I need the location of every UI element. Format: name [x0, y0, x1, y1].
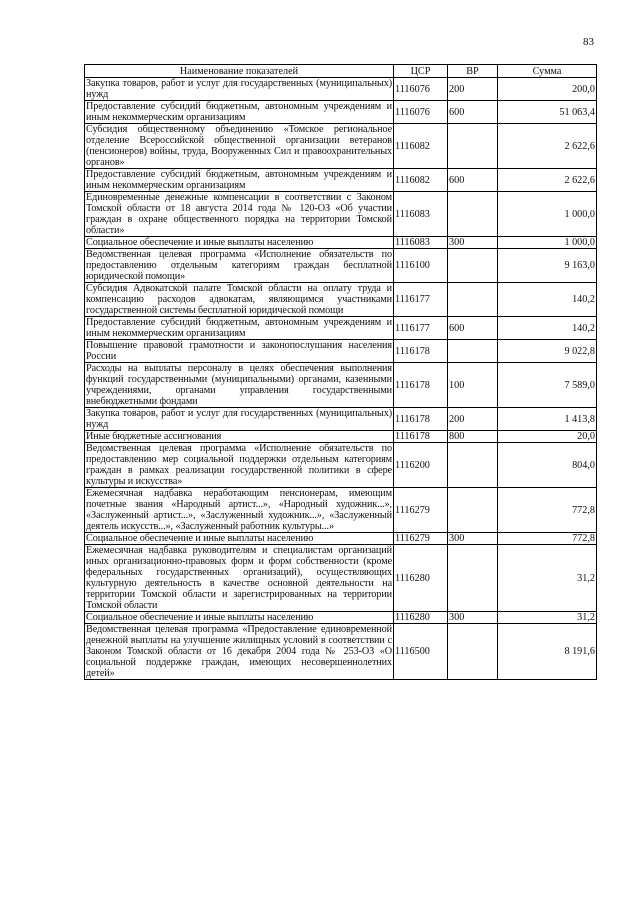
- row-name: Ведомственная целевая программа «Исполнение обязательств по предоставлению отдельным категориям граждан бесплатной юридической помощи»: [86, 249, 392, 282]
- row-sum: 2 622,6: [498, 169, 597, 192]
- row-sum: 31,2: [498, 612, 597, 624]
- row-vr: 600: [448, 169, 498, 192]
- row-name: Субсидия общественному объединению «Томское региональное отделение Всероссийской общественной организации ветеранов (пенсионеров) войны, труда, Вооруженных Сил и правоохранительных органов»: [86, 124, 392, 168]
- row-name: Предоставление субсидий бюджетным, автономным учреждениям и иным некоммерческим организациям: [86, 169, 392, 191]
- row-name: Социальное обеспечение и иные выплаты населению: [85, 533, 394, 545]
- row-name: Закупка товаров, работ и услуг для государственных (муниципальных) нужд: [86, 78, 392, 100]
- row-csr: 1116178: [394, 363, 448, 408]
- row-sum: 20,0: [498, 431, 597, 443]
- row-name: Ведомственная целевая программа «Исполнение обязательств по предоставлению мер социальной поддержки отдельным категориям граждан в рамках реализации государственной политики в сфере культуры и искусства»: [86, 443, 392, 487]
- table-row: [85, 545, 597, 612]
- row-vr: [448, 488, 498, 533]
- row-name: Ведомственная целевая программа «Предоставление единовременной денежной выплаты на улучшение жилищных условий в соответствии с Законом Томской области от 16 декабря 2004 года № 253-ОЗ «О социальной поддержке граждан, имеющих несовершеннолетних детей»: [86, 624, 392, 679]
- row-csr: 1116083: [394, 192, 448, 237]
- row-vr: 600: [448, 101, 498, 124]
- header-name: Наименование показателей: [85, 65, 394, 78]
- row-sum: 7 589,0: [498, 363, 597, 408]
- row-name: Ежемесячная надбавка руководителям и специалистам организаций иных организационно-правовых форм и форм собственности (кроме федеральных государственных организаций), осуществляющих культурную деятельность в качестве основной деятельности на территории Томской области и зарегистрированных на территории Томской области: [86, 545, 392, 611]
- row-sum: 140,2: [498, 283, 597, 317]
- row-name: Повышение правовой грамотности и законопослушания населения России: [86, 340, 392, 362]
- row-name: Социальное обеспечение и иные выплаты населению: [85, 612, 394, 624]
- table-row: [85, 192, 597, 237]
- row-csr: 1116076: [394, 78, 448, 101]
- row-sum: 31,2: [498, 545, 597, 612]
- row-vr: 200: [448, 78, 498, 101]
- table-row: [85, 363, 597, 408]
- row-vr: [448, 249, 498, 283]
- row-vr: 600: [448, 317, 498, 340]
- row-sum: 1 413,8: [498, 408, 597, 431]
- row-vr: [448, 192, 498, 237]
- row-csr: 1116100: [394, 249, 448, 283]
- table-row: [85, 443, 597, 488]
- row-csr: 1116082: [394, 169, 448, 192]
- row-vr: 800: [448, 431, 498, 443]
- row-name: Предоставление субсидий бюджетным, автономным учреждениям и иным некоммерческим организациям: [86, 317, 392, 339]
- row-vr: 200: [448, 408, 498, 431]
- table-row: [85, 249, 597, 283]
- budget-table: [84, 64, 597, 680]
- header-sum: Сумма: [498, 65, 597, 78]
- header-csr: ЦСР: [394, 65, 448, 78]
- row-vr: [448, 124, 498, 169]
- row-name: Закупка товаров, работ и услуг для государственных (муниципальных) нужд: [86, 408, 392, 430]
- row-sum: 2 622,6: [498, 124, 597, 169]
- table-row: [85, 169, 597, 192]
- row-sum: 1 000,0: [498, 192, 597, 237]
- row-csr: 1116178: [394, 340, 448, 363]
- row-vr: [448, 443, 498, 488]
- row-csr: 1116177: [394, 317, 448, 340]
- row-name: Субсидия Адвокатской палате Томской области на оплату труда и компенсацию расходов адвокатам, являющимся участниками государственной системы бесплатной юридической помощи: [86, 283, 392, 316]
- row-vr: 300: [448, 237, 498, 249]
- table-row: [85, 488, 597, 533]
- row-vr: 300: [448, 612, 498, 624]
- row-csr: 1116200: [394, 443, 448, 488]
- row-csr: 1116280: [394, 545, 448, 612]
- row-sum: 804,0: [498, 443, 597, 488]
- table-row: [85, 624, 597, 680]
- row-vr: [448, 283, 498, 317]
- table-row: [85, 101, 597, 124]
- row-name: Предоставление субсидий бюджетным, автономным учреждениям и иным некоммерческим организациям: [86, 101, 392, 123]
- row-csr: 1116500: [394, 624, 448, 680]
- table-row: [85, 408, 597, 431]
- row-sum: 51 063,4: [498, 101, 597, 124]
- row-csr: 1116280: [394, 612, 448, 624]
- row-sum: 8 191,6: [498, 624, 597, 680]
- page-number: 83: [583, 36, 594, 48]
- row-csr: 1116082: [394, 124, 448, 169]
- table-header-row: [85, 65, 597, 78]
- row-csr: 1116076: [394, 101, 448, 124]
- row-csr: 1116178: [394, 408, 448, 431]
- row-name: Единовременные денежные компенсации в соответствии с Законом Томской области от 18 августа 2014 года № 120-ОЗ «Об участии граждан в охране общественного порядка на территории Томской области»: [86, 192, 392, 236]
- row-sum: 1 000,0: [498, 237, 597, 249]
- table-row: [85, 237, 597, 249]
- table-row: [85, 124, 597, 169]
- row-csr: 1116279: [394, 533, 448, 545]
- row-sum: 9 022,8: [498, 340, 597, 363]
- row-name: Расходы на выплаты персоналу в целях обеспечения выполнения функций государственными (муниципальными) органами, казенными учреждениями, органами управления государственными внебюджетными фондами: [86, 363, 392, 407]
- row-vr: 100: [448, 363, 498, 408]
- table-row: [85, 78, 597, 101]
- table-row: [85, 533, 597, 545]
- row-csr: 1116083: [394, 237, 448, 249]
- table-row: [85, 431, 597, 443]
- row-name: Ежемесячная надбавка неработающим пенсионерам, имеющим почетные звания «Народный артист...», «Народный художник...», «Заслуженный артист...», «Заслуженный художник...», «Заслуженный деятель искусств...», «Заслуженный работник культуры...»: [86, 488, 392, 532]
- row-sum: 772,8: [498, 533, 597, 545]
- row-sum: 9 163,0: [498, 249, 597, 283]
- row-vr: 300: [448, 533, 498, 545]
- table-row: [85, 317, 597, 340]
- row-csr: 1116177: [394, 283, 448, 317]
- row-sum: 200,0: [498, 78, 597, 101]
- header-vr: ВР: [448, 65, 498, 78]
- row-vr: [448, 340, 498, 363]
- row-csr: 1116279: [394, 488, 448, 533]
- row-name: Социальное обеспечение и иные выплаты населению: [85, 237, 394, 249]
- table-row: [85, 283, 597, 317]
- row-sum: 140,2: [498, 317, 597, 340]
- row-vr: [448, 545, 498, 612]
- row-vr: [448, 624, 498, 680]
- row-name: Иные бюджетные ассигнования: [85, 431, 394, 443]
- row-sum: 772,8: [498, 488, 597, 533]
- table-row: [85, 612, 597, 624]
- table-row: [85, 340, 597, 363]
- row-csr: 1116178: [394, 431, 448, 443]
